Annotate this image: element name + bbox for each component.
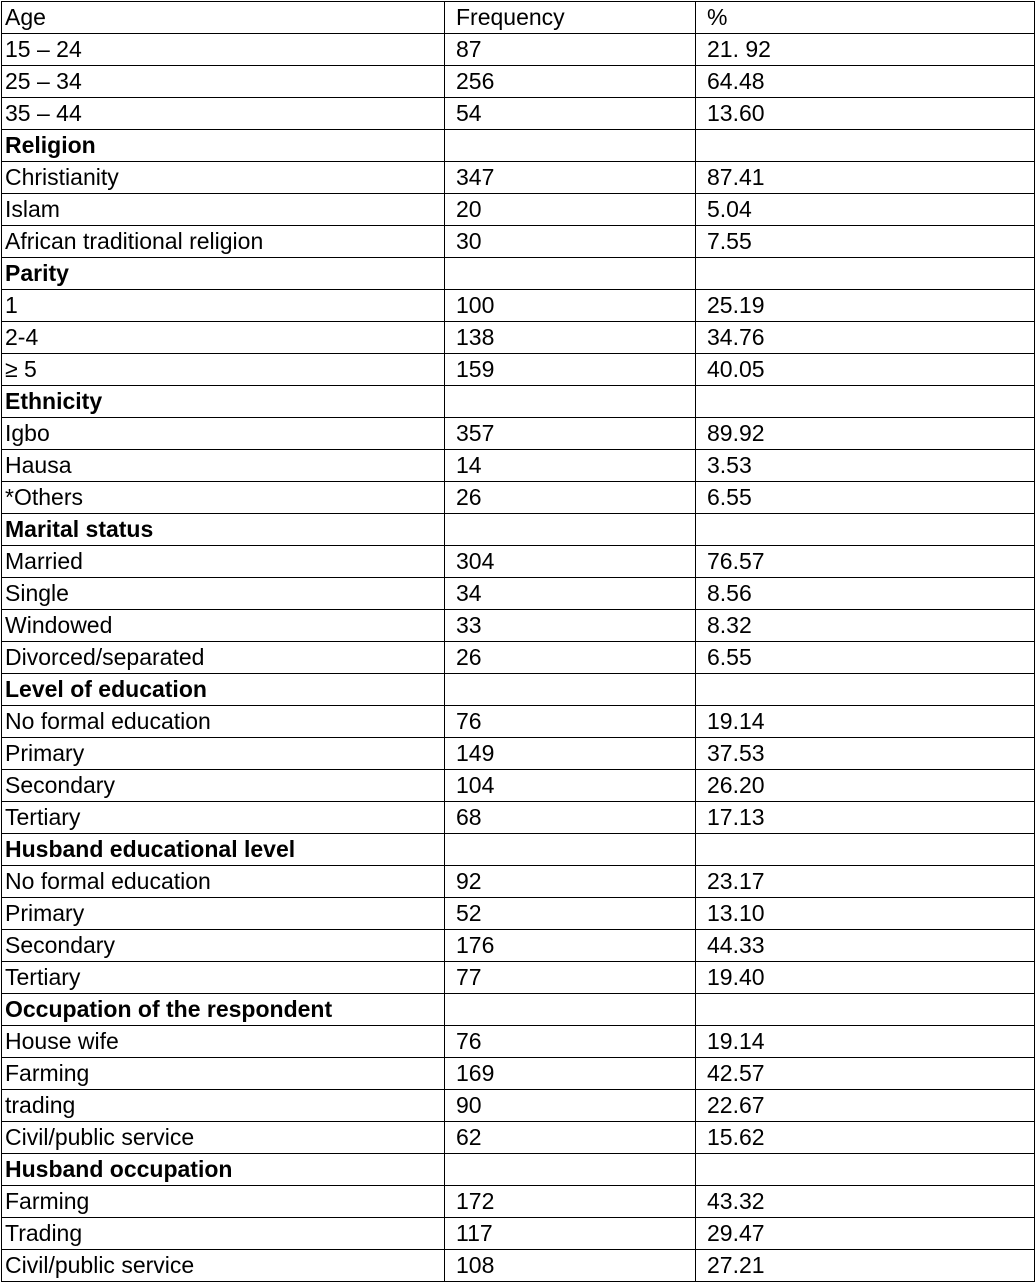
- row-frequency: [445, 674, 696, 706]
- row-percent: 44.33: [696, 930, 1035, 962]
- row-percent: [696, 514, 1035, 546]
- row-percent: 13.10: [696, 898, 1035, 930]
- row-frequency: 77: [445, 962, 696, 994]
- row-frequency: 304: [445, 546, 696, 578]
- section-header-row: [2, 674, 1035, 706]
- row-frequency: 90: [445, 1090, 696, 1122]
- row-label: Ethnicity: [2, 386, 445, 418]
- row-label: Trading: [2, 1218, 445, 1250]
- section-header-row: [2, 386, 1035, 418]
- row-frequency: 92: [445, 866, 696, 898]
- table-row: [2, 770, 1035, 802]
- row-percent: 3.53: [696, 450, 1035, 482]
- row-percent: [696, 258, 1035, 290]
- row-frequency: 256: [445, 66, 696, 98]
- row-percent: 7.55: [696, 226, 1035, 258]
- row-label: Tertiary: [2, 802, 445, 834]
- row-percent: [696, 674, 1035, 706]
- row-label: Divorced/separated: [2, 642, 445, 674]
- table-row: [2, 1186, 1035, 1218]
- row-percent: 19.14: [696, 1026, 1035, 1058]
- row-percent: 37.53: [696, 738, 1035, 770]
- row-percent: 19.40: [696, 962, 1035, 994]
- table-row: [2, 802, 1035, 834]
- row-frequency: 104: [445, 770, 696, 802]
- row-frequency: 357: [445, 418, 696, 450]
- table-row: [2, 418, 1035, 450]
- row-frequency: 172: [445, 1186, 696, 1218]
- row-frequency: [445, 994, 696, 1026]
- row-label: trading: [2, 1090, 445, 1122]
- row-percent: 29.47: [696, 1218, 1035, 1250]
- row-percent: 27.21: [696, 1250, 1035, 1282]
- row-frequency: [445, 1154, 696, 1186]
- row-label: ≥ 5: [2, 354, 445, 386]
- row-percent: 42.57: [696, 1058, 1035, 1090]
- section-header-row: [2, 994, 1035, 1026]
- header-age: Age: [2, 2, 445, 34]
- row-frequency: 138: [445, 322, 696, 354]
- row-percent: 22.67: [696, 1090, 1035, 1122]
- section-header-row: [2, 130, 1035, 162]
- row-frequency: 87: [445, 34, 696, 66]
- row-label: *Others: [2, 482, 445, 514]
- row-percent: 89.92: [696, 418, 1035, 450]
- row-frequency: 159: [445, 354, 696, 386]
- row-frequency: 14: [445, 450, 696, 482]
- table-body: [2, 2, 1035, 1282]
- row-percent: 8.56: [696, 578, 1035, 610]
- table-row: [2, 930, 1035, 962]
- table-row: [2, 1218, 1035, 1250]
- row-label: Husband educational level: [2, 834, 445, 866]
- table-row: [2, 610, 1035, 642]
- row-label: Marital status: [2, 514, 445, 546]
- table-row: [2, 898, 1035, 930]
- row-frequency: 30: [445, 226, 696, 258]
- row-label: 35 – 44: [2, 98, 445, 130]
- row-label: House wife: [2, 1026, 445, 1058]
- row-percent: 26.20: [696, 770, 1035, 802]
- table-row: [2, 194, 1035, 226]
- table-row: [2, 1026, 1035, 1058]
- row-frequency: [445, 386, 696, 418]
- section-header-row: [2, 514, 1035, 546]
- row-frequency: 117: [445, 1218, 696, 1250]
- table-row: [2, 66, 1035, 98]
- row-percent: [696, 994, 1035, 1026]
- row-percent: 6.55: [696, 482, 1035, 514]
- row-percent: [696, 386, 1035, 418]
- table-row: [2, 738, 1035, 770]
- row-label: Secondary: [2, 930, 445, 962]
- table-row: [2, 962, 1035, 994]
- row-label: Christianity: [2, 162, 445, 194]
- row-frequency: 76: [445, 1026, 696, 1058]
- table-row: [2, 482, 1035, 514]
- row-label: Civil/public service: [2, 1250, 445, 1282]
- row-percent: 13.60: [696, 98, 1035, 130]
- row-label: Level of education: [2, 674, 445, 706]
- row-frequency: 62: [445, 1122, 696, 1154]
- row-label: No formal education: [2, 706, 445, 738]
- table-row: [2, 450, 1035, 482]
- row-percent: 34.76: [696, 322, 1035, 354]
- table-row: [2, 162, 1035, 194]
- row-frequency: 52: [445, 898, 696, 930]
- table-row: [2, 1122, 1035, 1154]
- row-label: Occupation of the respondent: [2, 994, 445, 1026]
- row-label: Farming: [2, 1058, 445, 1090]
- row-frequency: 33: [445, 610, 696, 642]
- row-frequency: 68: [445, 802, 696, 834]
- row-frequency: 34: [445, 578, 696, 610]
- row-percent: 15.62: [696, 1122, 1035, 1154]
- row-percent: 25.19: [696, 290, 1035, 322]
- row-label: Primary: [2, 898, 445, 930]
- row-frequency: 20: [445, 194, 696, 226]
- table-row: [2, 578, 1035, 610]
- header-percent: %: [696, 2, 1035, 34]
- row-percent: 87.41: [696, 162, 1035, 194]
- row-label: 25 – 34: [2, 66, 445, 98]
- row-percent: 8.32: [696, 610, 1035, 642]
- row-label: Religion: [2, 130, 445, 162]
- row-label: Civil/public service: [2, 1122, 445, 1154]
- row-frequency: 100: [445, 290, 696, 322]
- row-label: No formal education: [2, 866, 445, 898]
- table-row: [2, 1058, 1035, 1090]
- row-percent: 64.48: [696, 66, 1035, 98]
- row-label: Islam: [2, 194, 445, 226]
- row-percent: 23.17: [696, 866, 1035, 898]
- row-label: Parity: [2, 258, 445, 290]
- table-row: [2, 866, 1035, 898]
- row-label: Single: [2, 578, 445, 610]
- section-header-row: [2, 834, 1035, 866]
- row-frequency: 347: [445, 162, 696, 194]
- table-row: [2, 322, 1035, 354]
- row-label: Secondary: [2, 770, 445, 802]
- row-frequency: [445, 258, 696, 290]
- row-label: Igbo: [2, 418, 445, 450]
- row-frequency: 108: [445, 1250, 696, 1282]
- row-label: 15 – 24: [2, 34, 445, 66]
- row-frequency: 169: [445, 1058, 696, 1090]
- table-header-row: [2, 2, 1035, 34]
- row-frequency: 26: [445, 482, 696, 514]
- header-frequency: Frequency: [445, 2, 696, 34]
- table-row: [2, 354, 1035, 386]
- table-row: [2, 546, 1035, 578]
- row-frequency: 149: [445, 738, 696, 770]
- row-label: African traditional religion: [2, 226, 445, 258]
- table-row: [2, 642, 1035, 674]
- row-frequency: [445, 834, 696, 866]
- row-frequency: 26: [445, 642, 696, 674]
- table-row: [2, 1250, 1035, 1282]
- table-row: [2, 706, 1035, 738]
- row-percent: 21. 92: [696, 34, 1035, 66]
- row-label: Husband occupation: [2, 1154, 445, 1186]
- row-percent: 43.32: [696, 1186, 1035, 1218]
- row-percent: [696, 834, 1035, 866]
- row-label: Farming: [2, 1186, 445, 1218]
- row-percent: 40.05: [696, 354, 1035, 386]
- section-header-row: [2, 258, 1035, 290]
- row-percent: 17.13: [696, 802, 1035, 834]
- row-percent: 76.57: [696, 546, 1035, 578]
- row-label: 1: [2, 290, 445, 322]
- table-row: [2, 290, 1035, 322]
- table-row: [2, 98, 1035, 130]
- table-row: [2, 226, 1035, 258]
- row-frequency: [445, 130, 696, 162]
- table-row: [2, 1090, 1035, 1122]
- row-label: Windowed: [2, 610, 445, 642]
- row-label: Tertiary: [2, 962, 445, 994]
- row-label: 2-4: [2, 322, 445, 354]
- row-label: Married: [2, 546, 445, 578]
- row-percent: 6.55: [696, 642, 1035, 674]
- row-frequency: [445, 514, 696, 546]
- demographics-table: [1, 1, 1035, 1282]
- row-percent: 19.14: [696, 706, 1035, 738]
- row-label: Hausa: [2, 450, 445, 482]
- row-percent: [696, 130, 1035, 162]
- row-frequency: 54: [445, 98, 696, 130]
- row-label: Primary: [2, 738, 445, 770]
- row-percent: [696, 1154, 1035, 1186]
- section-header-row: [2, 1154, 1035, 1186]
- row-percent: 5.04: [696, 194, 1035, 226]
- table-row: [2, 34, 1035, 66]
- row-frequency: 176: [445, 930, 696, 962]
- row-frequency: 76: [445, 706, 696, 738]
